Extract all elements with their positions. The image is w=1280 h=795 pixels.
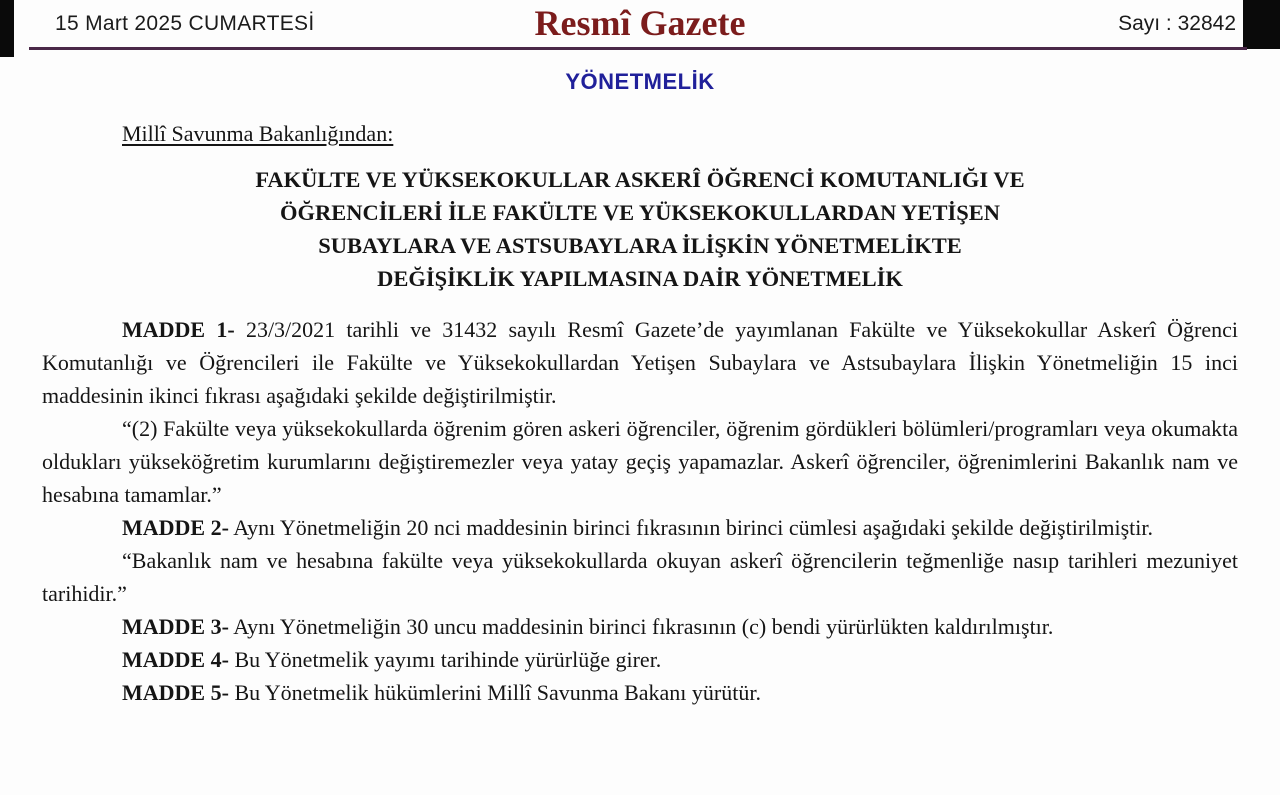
issuer-line: Millî Savunma Bakanlığından: [122,121,394,146]
paragraph-lead: MADDE 1- [122,317,235,342]
gazette-title: Resmî Gazete [534,3,746,43]
issue-number: Sayı : 32842 [1118,12,1236,35]
body-paragraph [42,643,1238,676]
regulation-title [42,163,1238,295]
masthead-date: 15 Mart 2025 CUMARTESİ [55,12,315,35]
regulation-body [42,313,1238,709]
body-paragraph [42,511,1238,544]
body-paragraph [42,412,1238,511]
regulation-title-line: SUBAYLARA VE ASTSUBAYLARA İLİŞKİN YÖNETMELİKTE [318,233,962,258]
paragraph-text: Bu Yönetmelik hükümlerini Millî Savunma Bakanı yürütür. [228,680,761,705]
paragraph-text: Bu Yönetmelik yayımı tarihinde yürürlüğe girer. [228,647,662,672]
paragraph-text: “Bakanlık nam ve hesabına fakülte veya yüksekokullarda okuyan askerî öğrencilerin teğmenliğe nasıp tarihleri mezuniyet tarihidir.” [42,548,1238,606]
paragraph-lead: MADDE 2- [122,515,229,540]
body-paragraph [42,676,1238,709]
regulation-title-line: DEĞİŞİKLİK YAPILMASINA DAİR YÖNETMELİK [377,266,903,291]
paragraph-lead: MADDE 4- [122,647,229,672]
regulation-title-line: FAKÜLTE VE YÜKSEKOKULLAR ASKERÎ ÖĞRENCİ KOMUTANLIĞI VE [255,167,1025,192]
paragraph-text: Aynı Yönetmeliğin 20 nci maddesinin birinci fıkrasının birinci cümlesi aşağıdaki şekilde değiştirilmiştir. [228,515,1154,540]
body-paragraph [42,544,1238,610]
body-paragraph [42,313,1238,412]
section-heading: YÖNETMELİK [565,69,715,94]
paragraph-text: Aynı Yönetmeliğin 30 uncu maddesinin birinci fıkrasının (c) bendi yürürlükten kaldırılmıştır. [228,614,1054,639]
masthead-rule [29,47,1247,50]
paragraph-lead: MADDE 5- [122,680,229,705]
body-paragraph [42,610,1238,643]
regulation-document [0,121,1280,709]
paragraph-text: 23/3/2021 tarihli ve 31432 sayılı Resmî Gazete’de yayımlanan Fakülte ve Yüksekokullar Askerî Öğrenci Komutanlığı ve Öğrencileri ile Fakülte ve Yüksekokullardan Yetişen Subaylara ve Astsubaylara İlişkin Yönetmeliğin 15 inci maddesinin ikinci fıkrası aşağıdaki şekilde değiştirilmiştir. [42,317,1238,408]
masthead [0,0,1280,48]
regulation-title-line: ÖĞRENCİLERİ İLE FAKÜLTE VE YÜKSEKOKULLARDAN YETİŞEN [280,200,1000,225]
paragraph-lead: MADDE 3- [122,614,229,639]
paragraph-text: “(2) Fakülte veya yüksekokullarda öğrenim gören askeri öğrenciler, öğrenim gördükleri bölümleri/programları veya okumakta oldukları yükseköğretim kurumlarını değiştiremezler veya yatay geçiş yapamazlar. Askerî öğrenciler, öğrenimlerini Bakanlık nam ve hesabına tamamlar.” [42,416,1238,507]
